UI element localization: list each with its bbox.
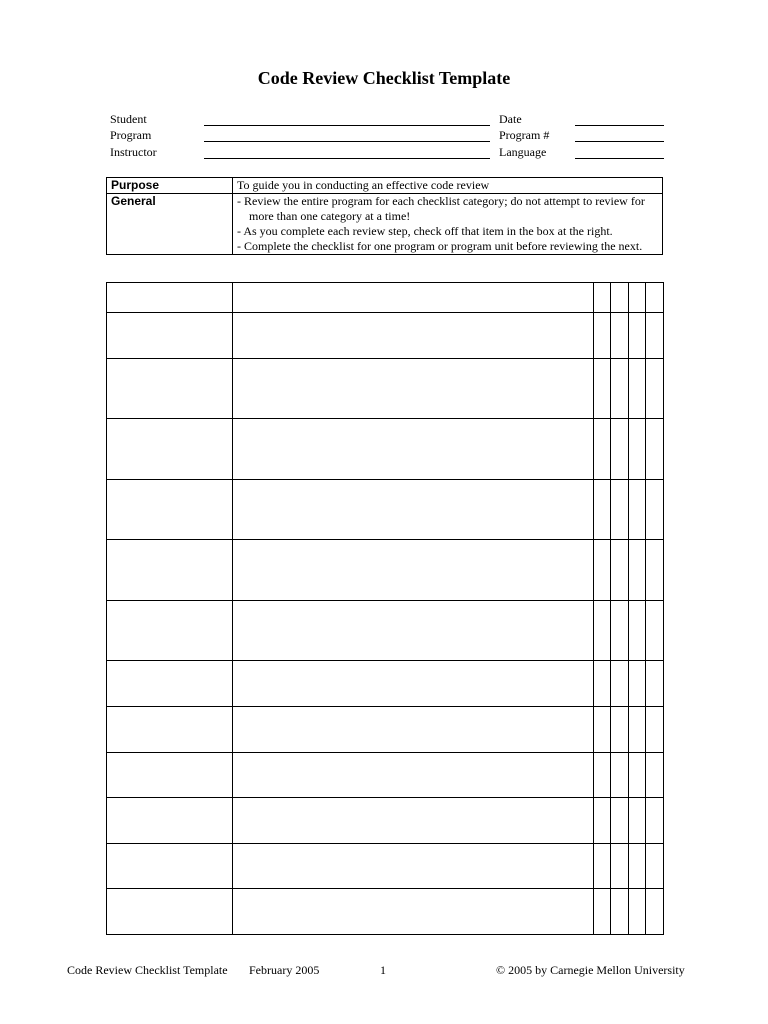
checklist-item-cell xyxy=(233,707,594,753)
checklist-item-cell xyxy=(233,798,594,844)
check-box[interactable] xyxy=(629,313,646,359)
check-box[interactable] xyxy=(611,889,629,935)
check-box[interactable] xyxy=(629,480,646,540)
checklist-row xyxy=(107,480,664,540)
date-label: Date xyxy=(499,112,522,126)
general-instructions xyxy=(233,194,663,255)
check-box[interactable] xyxy=(594,540,611,601)
check-box[interactable] xyxy=(629,359,646,419)
purpose-text: To guide you in conducting an effective code review xyxy=(233,178,663,194)
check-box[interactable] xyxy=(646,707,664,753)
check-box[interactable] xyxy=(594,844,611,889)
check-box[interactable] xyxy=(646,753,664,798)
page-title: Code Review Checklist Template xyxy=(257,68,511,88)
checklist-row xyxy=(107,844,664,889)
check-box[interactable] xyxy=(594,480,611,540)
check-box[interactable] xyxy=(594,601,611,661)
checklist-item-cell xyxy=(233,283,594,313)
checklist-category-cell xyxy=(107,480,233,540)
checklist-category-cell xyxy=(107,601,233,661)
check-box[interactable] xyxy=(594,798,611,844)
checklist-row xyxy=(107,753,664,798)
program-label: Program xyxy=(110,128,152,142)
check-box[interactable] xyxy=(594,707,611,753)
general-row xyxy=(107,194,663,255)
student-field[interactable] xyxy=(204,125,490,126)
checklist-category-cell xyxy=(107,359,233,419)
checklist-category-cell xyxy=(107,419,233,480)
language-field[interactable] xyxy=(575,158,664,159)
checklist-row xyxy=(107,798,664,844)
checklist-category-cell xyxy=(107,798,233,844)
checklist-category-cell xyxy=(107,313,233,359)
check-box[interactable] xyxy=(629,798,646,844)
check-box[interactable] xyxy=(611,601,629,661)
check-box[interactable] xyxy=(611,283,629,313)
check-box[interactable] xyxy=(646,283,664,313)
checklist-table xyxy=(106,282,664,935)
checklist-item-cell xyxy=(233,480,594,540)
checklist-category-cell xyxy=(107,707,233,753)
general-label: General xyxy=(107,194,233,255)
general-instruction: - Complete the checklist for one program or program unit before reviewing the next. xyxy=(237,239,643,253)
check-box[interactable] xyxy=(594,313,611,359)
checklist-category-cell xyxy=(107,283,233,313)
check-box[interactable] xyxy=(646,889,664,935)
checklist-row xyxy=(107,661,664,707)
checklist-item-cell xyxy=(233,419,594,480)
purpose-row xyxy=(107,178,663,194)
checklist-row xyxy=(107,707,664,753)
purpose-label: Purpose xyxy=(107,178,233,194)
checklist-row xyxy=(107,601,664,661)
check-box[interactable] xyxy=(646,480,664,540)
instructor-label: Instructor xyxy=(110,145,157,159)
date-field[interactable] xyxy=(575,125,664,126)
checklist-category-cell xyxy=(107,753,233,798)
check-box[interactable] xyxy=(611,419,629,480)
checklist-row xyxy=(107,540,664,601)
check-box[interactable] xyxy=(611,798,629,844)
checklist-row xyxy=(107,359,664,419)
info-table xyxy=(106,177,663,255)
check-box[interactable] xyxy=(646,359,664,419)
check-box[interactable] xyxy=(646,844,664,889)
instructor-field[interactable] xyxy=(204,158,490,159)
check-box[interactable] xyxy=(611,707,629,753)
check-box[interactable] xyxy=(629,419,646,480)
check-box[interactable] xyxy=(646,419,664,480)
general-instruction: - As you complete each review step, check off that item in the box at the right. xyxy=(237,224,613,238)
check-box[interactable] xyxy=(629,283,646,313)
general-instruction: - Review the entire program for each checklist category; do not attempt to review for more than one category at a time! xyxy=(237,194,645,223)
check-box[interactable] xyxy=(594,359,611,419)
check-box[interactable] xyxy=(629,753,646,798)
checklist-row xyxy=(107,889,664,935)
footer-page-number: 1 xyxy=(380,963,386,977)
checklist-category-cell xyxy=(107,844,233,889)
check-box[interactable] xyxy=(594,283,611,313)
footer-copyright: © 2005 by Carnegie Mellon University xyxy=(496,963,685,977)
check-box[interactable] xyxy=(611,661,629,707)
check-box[interactable] xyxy=(611,844,629,889)
program-field[interactable] xyxy=(204,141,490,142)
footer-title: Code Review Checklist Template xyxy=(67,963,228,977)
checklist-item-cell xyxy=(233,601,594,661)
program-number-field[interactable] xyxy=(575,141,664,142)
student-label: Student xyxy=(110,112,147,126)
program-number-label: Program # xyxy=(499,128,550,142)
check-box[interactable] xyxy=(611,359,629,419)
checklist-category-cell xyxy=(107,661,233,707)
checklist-item-cell xyxy=(233,540,594,601)
check-box[interactable] xyxy=(594,753,611,798)
check-box[interactable] xyxy=(629,540,646,601)
language-label: Language xyxy=(499,145,547,159)
checklist-row xyxy=(107,283,664,313)
check-box[interactable] xyxy=(594,419,611,480)
check-box[interactable] xyxy=(646,540,664,601)
checklist-item-cell xyxy=(233,359,594,419)
check-box[interactable] xyxy=(611,540,629,601)
checklist-category-cell xyxy=(107,540,233,601)
checklist-item-cell xyxy=(233,313,594,359)
checklist-row xyxy=(107,313,664,359)
check-box[interactable] xyxy=(629,844,646,889)
check-box[interactable] xyxy=(594,889,611,935)
check-box[interactable] xyxy=(646,661,664,707)
check-box[interactable] xyxy=(594,661,611,707)
check-box[interactable] xyxy=(646,798,664,844)
checklist-item-cell xyxy=(233,889,594,935)
check-box[interactable] xyxy=(629,889,646,935)
check-box[interactable] xyxy=(646,313,664,359)
check-box[interactable] xyxy=(629,661,646,707)
check-box[interactable] xyxy=(611,313,629,359)
check-box[interactable] xyxy=(646,601,664,661)
checklist-category-cell xyxy=(107,889,233,935)
checklist-item-cell xyxy=(233,753,594,798)
footer-date: February 2005 xyxy=(249,963,320,977)
checklist-item-cell xyxy=(233,844,594,889)
checklist-row xyxy=(107,419,664,480)
check-box[interactable] xyxy=(629,601,646,661)
check-box[interactable] xyxy=(611,753,629,798)
check-box[interactable] xyxy=(629,707,646,753)
check-box[interactable] xyxy=(611,480,629,540)
checklist-item-cell xyxy=(233,661,594,707)
